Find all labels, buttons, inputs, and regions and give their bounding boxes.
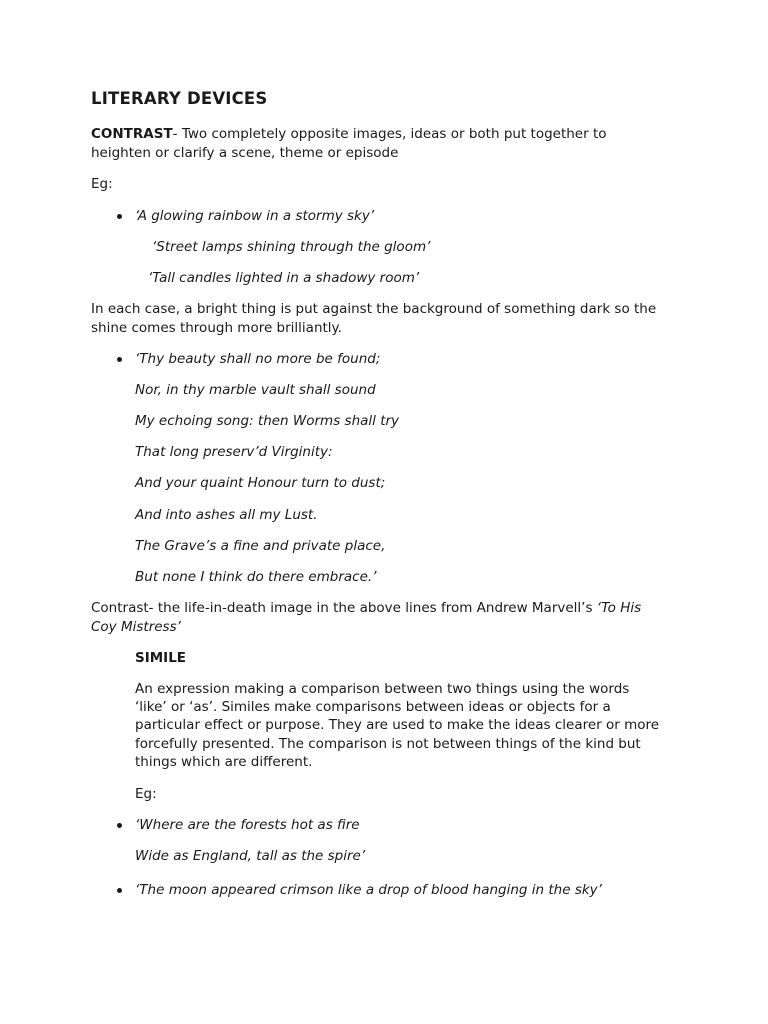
poem-line: My echoing song: then Worms shall try bbox=[135, 413, 400, 429]
page-title: LITERARY DEVICES bbox=[91, 89, 268, 108]
bullet-icon bbox=[117, 888, 122, 893]
poem-title: ‘To His bbox=[596, 600, 642, 616]
bullet-icon bbox=[117, 214, 122, 219]
contrast-note-line-1 bbox=[91, 599, 641, 617]
poem-line: And into ashes all my Lust. bbox=[135, 507, 318, 523]
contrast-definition-text: - Two completely opposite images, ideas or both put together to bbox=[172, 126, 607, 142]
contrast-eg-label: Eg: bbox=[91, 176, 113, 192]
contrast-explanation-line-2: shine comes through more brilliantly. bbox=[91, 320, 342, 336]
simile-definition-line: forcefully presented. The comparison is not between things of the kind but bbox=[135, 736, 641, 752]
simile-eg-label: Eg: bbox=[135, 786, 157, 802]
contrast-term: CONTRAST bbox=[91, 126, 173, 142]
simile-example-line: ‘The moon appeared crimson like a drop of blood hanging in the sky’ bbox=[135, 882, 602, 898]
poem-line: And your quaint Honour turn to dust; bbox=[135, 475, 386, 491]
contrast-definition-line-1 bbox=[91, 125, 607, 143]
poem-line: But none I think do there embrace.’ bbox=[135, 569, 377, 585]
poem-line: The Grave’s a fine and private place, bbox=[135, 538, 386, 554]
contrast-note-line-2: Coy Mistress’ bbox=[91, 619, 181, 635]
poem-line: Nor, in thy marble vault shall sound bbox=[135, 382, 376, 398]
simile-definition-line: things which are different. bbox=[135, 754, 313, 770]
contrast-example-line: ‘Street lamps shining through the gloom’ bbox=[152, 239, 431, 255]
simile-example-line: Wide as England, tall as the spire’ bbox=[135, 848, 366, 864]
contrast-note-text: Contrast- the life-in-death image in the above lines from Andrew Marvell’s bbox=[91, 600, 597, 616]
poem-line: That long preserv’d Virginity: bbox=[135, 444, 333, 460]
contrast-example-line: ‘Tall candles lighted in a shadowy room’ bbox=[148, 270, 420, 286]
simile-definition-line: An expression making a comparison between two things using the words bbox=[135, 681, 630, 697]
simile-definition-line: ‘like’ or ‘as’. Similes make comparisons between ideas or objects for a bbox=[135, 699, 611, 715]
simile-heading: SIMILE bbox=[135, 650, 187, 666]
contrast-definition-line-2: heighten or clarify a scene, theme or episode bbox=[91, 145, 399, 161]
contrast-explanation-line-1: In each case, a bright thing is put against the background of something dark so the bbox=[91, 301, 657, 317]
contrast-example-line: ‘A glowing rainbow in a stormy sky’ bbox=[135, 208, 375, 224]
poem-line: ‘Thy beauty shall no more be found; bbox=[135, 351, 381, 367]
bullet-icon bbox=[117, 357, 122, 362]
simile-definition-line: particular effect or purpose. They are used to make the ideas clearer or more bbox=[135, 717, 660, 733]
simile-example-line: ‘Where are the forests hot as fire bbox=[135, 817, 360, 833]
bullet-icon bbox=[117, 823, 122, 828]
